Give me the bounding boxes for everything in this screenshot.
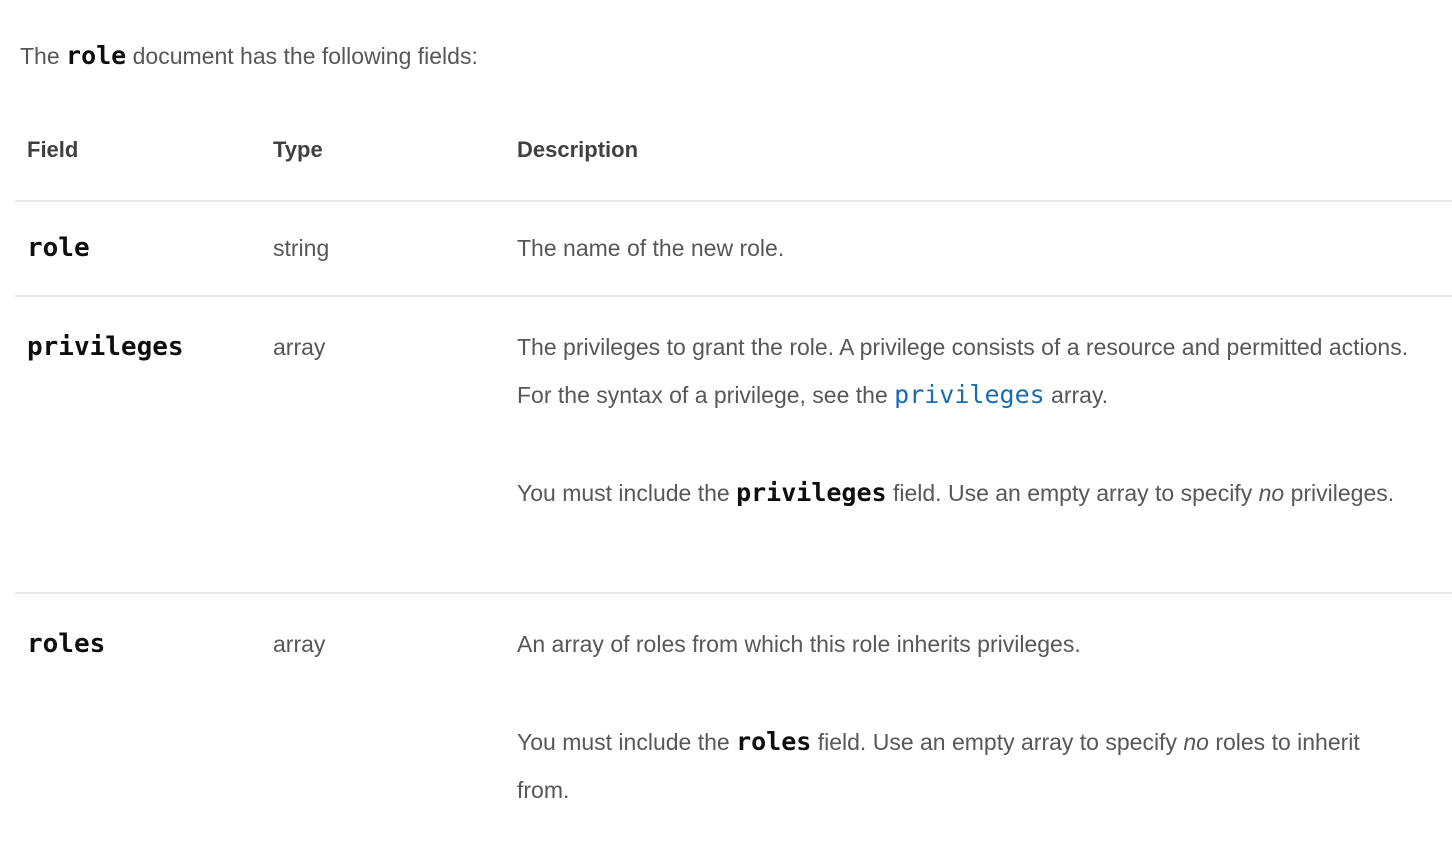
table-row-roles [15,592,1452,836]
column-header-description: Description [517,137,639,162]
inline-code: privileges [736,478,887,507]
documentation-page [0,23,1452,846]
type-cell: array [273,631,326,657]
description-paragraph [517,469,1412,517]
table-row-privileges [15,295,1452,592]
field-cell [15,297,261,592]
text-run: field. Use an empty array to specify [811,729,1184,755]
text-run: The name of the new role. [517,235,785,261]
table-header-row [15,136,1452,200]
description-cell [505,297,1452,592]
description-paragraph [517,620,1412,668]
field-name-code: roles [27,629,106,659]
column-header-field: Field [27,137,79,162]
text-run: You must include the [517,480,737,506]
privileges-array-link[interactable]: privileges [894,380,1045,409]
intro-text [0,23,1452,73]
type-cell: string [273,235,330,261]
text-run: array. [1044,382,1109,408]
description-paragraph [517,718,1412,814]
text-run: An array of roles from which this role inherits privileges. [517,631,1081,657]
inline-code: role [66,41,127,70]
emphasized-text: no [1258,480,1285,506]
type-cell: array [273,334,326,360]
description-paragraph [517,323,1412,419]
text-run: You must include the [517,729,737,755]
role-fields-table [15,136,1452,836]
field-name-code: privileges [27,332,184,362]
text-run: The [20,43,67,69]
inline-code: roles [736,727,812,756]
text-run: roles to inherit from. [517,729,1360,803]
table-row-role [15,200,1452,295]
text-run: privileges. [1284,480,1395,506]
field-cell [15,594,261,836]
description-cell [505,202,1452,295]
field-name-code: role [27,233,90,263]
description-cell [505,594,1452,836]
text-run: field. Use an empty array to specify [886,480,1259,506]
text-run: document has the following fields: [126,43,478,69]
column-header-type: Type [273,137,323,162]
table-body [15,200,1452,836]
text-run: The privileges to grant the role. A privilege consists of a resource and permitted actions. For the syntax of a privilege, see the [517,334,1409,408]
field-cell [15,202,261,295]
description-paragraph [517,224,1412,272]
emphasized-text: no [1183,729,1209,755]
